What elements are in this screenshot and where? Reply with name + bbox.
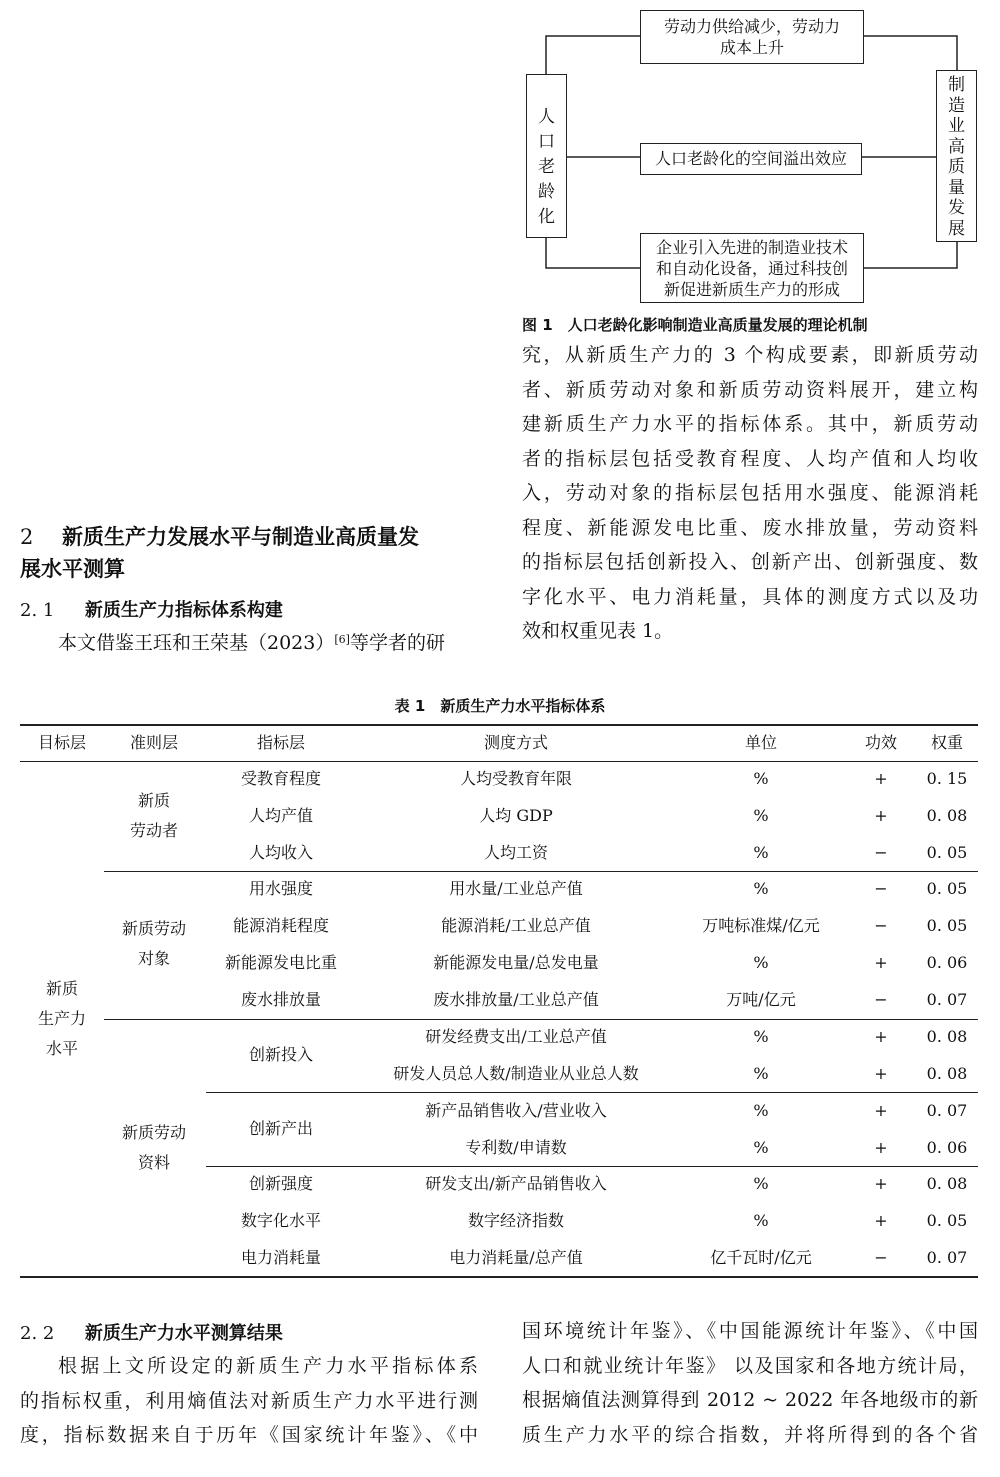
measure-cell: 新能源发电量/总发电量 (433, 953, 599, 972)
text-line: 人口和就业统计年鉴》 以及国家和各地方统计局， (522, 1354, 978, 1377)
measure-cell: 能源消耗/工业总产值 (441, 916, 591, 935)
weight-cell: 0. 05 (926, 916, 968, 935)
header-weight: 权重 (930, 733, 963, 752)
connector-left-bottom (546, 238, 640, 268)
section-2-2-right-paragraph (522, 1314, 978, 1452)
text-line: 入，劳动对象的指标层包括用水强度、能源消耗 (522, 482, 978, 504)
effect-cell: − (874, 990, 888, 1009)
criteria-new-laborers: 新质 劳动者 (129, 791, 178, 840)
text-line: 质生产力水平的综合指数，并将所得到的各个省 (522, 1423, 978, 1446)
effect-cell: + (874, 1174, 888, 1193)
measure-cell: 新产品销售收入/营业收入 (425, 1101, 607, 1120)
section-title-cont: 展水平测算 (20, 557, 125, 581)
text-line: 者、新质劳动对象和新质劳动资料展开，建立构 (522, 378, 978, 401)
measure-cell: 废水排放量/工业总产值 (433, 990, 599, 1009)
effect-cell: − (874, 1248, 888, 1267)
effect-cell: − (874, 879, 888, 898)
unit-cell: % (753, 769, 769, 788)
measure-cell: 研发支出/新产品销售收入 (425, 1174, 607, 1193)
indicator-cell: 受教育程度 (240, 769, 321, 788)
effect-cell: + (874, 1027, 888, 1046)
table-bottom-rule (20, 1276, 978, 1278)
subsection-number: 2. 1 (20, 600, 55, 621)
sub-rule-1 (206, 1092, 978, 1093)
right-box-manufacturing-quality: 制 造 业 高 质 量 发 展 (936, 70, 977, 242)
section-2-heading (20, 521, 490, 585)
weight-cell: 0. 08 (926, 1027, 968, 1046)
connector-left-top (546, 36, 640, 74)
sub-rule-2 (206, 1166, 978, 1167)
unit-cell: % (753, 879, 769, 898)
text-line: 效和权重见表 1。 (522, 620, 674, 642)
unit-cell: % (753, 1101, 769, 1120)
connector-right-top (864, 36, 957, 74)
measure-cell: 电力消耗量/总产值 (449, 1248, 583, 1267)
weight-cell: 0. 07 (926, 1101, 968, 1120)
effect-cell: + (874, 1138, 888, 1157)
unit-cell: % (753, 953, 769, 972)
effect-cell: − (874, 843, 888, 862)
header-target: 目标层 (37, 733, 86, 752)
citation: [6] (334, 633, 350, 646)
header-measure: 测度方式 (483, 733, 548, 752)
effect-cell: − (874, 916, 888, 935)
table-caption: 表 1 新质生产力水平指标体系 (394, 697, 606, 715)
effect-cell: + (874, 1211, 888, 1230)
bottom-box-technology: 企业引入先进的制造业技术 和自动化设备，通过科技创 新促进新质生产力的形成 (640, 233, 864, 303)
unit-cell: % (753, 1174, 769, 1193)
indicator-cell: 创新投入 (248, 1045, 313, 1064)
indicator-cell: 能源消耗程度 (232, 916, 329, 935)
header-criteria: 准则层 (129, 733, 178, 752)
group-rule-1 (104, 871, 978, 872)
indicator-cell: 用水强度 (248, 879, 313, 898)
weight-cell: 0. 06 (926, 953, 968, 972)
measure-cell: 研发人员总人数/制造业从业总人数 (393, 1064, 639, 1083)
effect-cell: + (874, 1064, 888, 1083)
text-line: 根据熵值法测算得到 2012 ~ 2022 年各地级市的新 (522, 1389, 978, 1411)
subsection-number: 2. 2 (20, 1323, 55, 1344)
measure-cell: 人均受教育年限 (459, 769, 572, 788)
text-line: 的指标层包括创新投入、创新产出、创新强度、数 (522, 551, 978, 573)
unit-cell: 万吨标准煤/亿元 (702, 916, 820, 935)
text-line: 建新质生产力水平的指标体系。其中，新质劳动 (522, 413, 978, 435)
left-box-population-aging: 人 口 老 龄 化 (526, 74, 567, 238)
criteria-new-labor-objects: 新质劳动 对象 (121, 919, 186, 968)
indicator-cell: 创新产出 (248, 1119, 313, 1138)
unit-cell: % (753, 1211, 769, 1230)
measure-cell: 人均 GDP (479, 806, 553, 825)
table-header-rule (20, 761, 978, 762)
unit-cell: 亿千瓦时/亿元 (710, 1248, 812, 1267)
indicator-cell: 人均产值 (248, 806, 313, 825)
figure-caption: 图 1 人口老龄化影响制造业高质量发展的理论机制 (522, 316, 868, 334)
section-number: 2 (20, 525, 34, 549)
measure-cell: 用水量/工业总产值 (449, 879, 583, 898)
effect-cell: + (874, 953, 888, 972)
unit-cell: 万吨/亿元 (726, 990, 796, 1009)
middle-box-spillover: 人口老龄化的空间溢出效应 (640, 143, 862, 175)
measure-cell: 人均工资 (483, 843, 548, 862)
header-unit: 单位 (744, 733, 777, 752)
indicator-cell: 废水排放量 (240, 990, 321, 1009)
text-line: 度，指标数据来自于历年《国家统计年鉴》、《中 (20, 1424, 478, 1446)
text-line: 者的指标层包括受教育程度、人均产值和人均收 (522, 447, 978, 470)
unit-cell: % (753, 1138, 769, 1157)
text-line: 国环境统计年鉴》、《中国能源统计年鉴》、《中国 (522, 1320, 978, 1342)
unit-cell: % (753, 1027, 769, 1046)
indicator-cell: 创新强度 (248, 1174, 313, 1193)
section-2-1-heading (20, 596, 490, 622)
weight-cell: 0. 05 (926, 879, 968, 898)
unit-cell: % (753, 843, 769, 862)
text-line: 字化水平、电力消耗量，具体的测度方式以及功 (522, 585, 978, 608)
text-line: 程度、新能源发电比重、废水排放量，劳动资料 (522, 516, 978, 539)
weight-cell: 0. 07 (926, 1248, 968, 1267)
indicator-cell: 新能源发电比重 (224, 953, 337, 972)
subsection-title: 新质生产力水平测算结果 (84, 1323, 283, 1344)
weight-cell: 0. 06 (926, 1138, 968, 1157)
section-2-2-heading (20, 1319, 490, 1345)
unit-cell: % (753, 806, 769, 825)
header-indicator: 指标层 (256, 733, 305, 752)
measure-cell: 数字经济指数 (467, 1211, 564, 1230)
effect-cell: + (874, 806, 888, 825)
weight-cell: 0. 05 (926, 1211, 968, 1230)
section-2-2-left-paragraph (20, 1349, 478, 1453)
effect-cell: + (874, 769, 888, 788)
weight-cell: 0. 08 (926, 1174, 968, 1193)
text-line: 根据上文所设定的新质生产力水平指标体系 (58, 1355, 478, 1377)
target-layer-label: 新质 生产力 水平 (37, 979, 86, 1058)
measure-cell: 专利数/申请数 (465, 1138, 567, 1157)
weight-cell: 0. 07 (926, 990, 968, 1009)
indicator-cell: 数字化水平 (240, 1211, 321, 1230)
connector-right-bottom (864, 238, 957, 268)
weight-cell: 0. 05 (926, 843, 968, 862)
text-line: 的指标权重，利用熵值法对新质生产力水平进行测 (20, 1389, 478, 1412)
unit-cell: % (753, 1064, 769, 1083)
right-column-paragraph (522, 338, 978, 649)
weight-cell: 0. 08 (926, 806, 968, 825)
weight-cell: 0. 08 (926, 1064, 968, 1083)
section-title: 新质生产力发展水平与制造业高质量发 (62, 525, 419, 549)
criteria-new-labor-materials: 新质劳动 资料 (121, 1123, 186, 1172)
measure-cell: 研发经费支出/工业总产值 (425, 1027, 607, 1046)
weight-cell: 0. 15 (926, 769, 968, 788)
table-top-rule (20, 724, 978, 726)
text-line: 究，从新质生产力的 3 个构成要素，即新质劳动 (522, 344, 978, 366)
indicator-cell: 电力消耗量 (240, 1248, 321, 1267)
indicator-cell: 人均收入 (248, 843, 313, 862)
header-effect: 功效 (864, 733, 897, 752)
top-box-labor-supply: 劳动力供给减少，劳动力 成本上升 (640, 10, 864, 64)
group-rule-2 (104, 1019, 978, 1020)
subsection-title: 新质生产力指标体系构建 (84, 600, 283, 621)
section-2-1-paragraph: 本文借鉴王珏和王荣基（2023）[6]等学者的研 (58, 632, 445, 654)
effect-cell: + (874, 1101, 888, 1120)
